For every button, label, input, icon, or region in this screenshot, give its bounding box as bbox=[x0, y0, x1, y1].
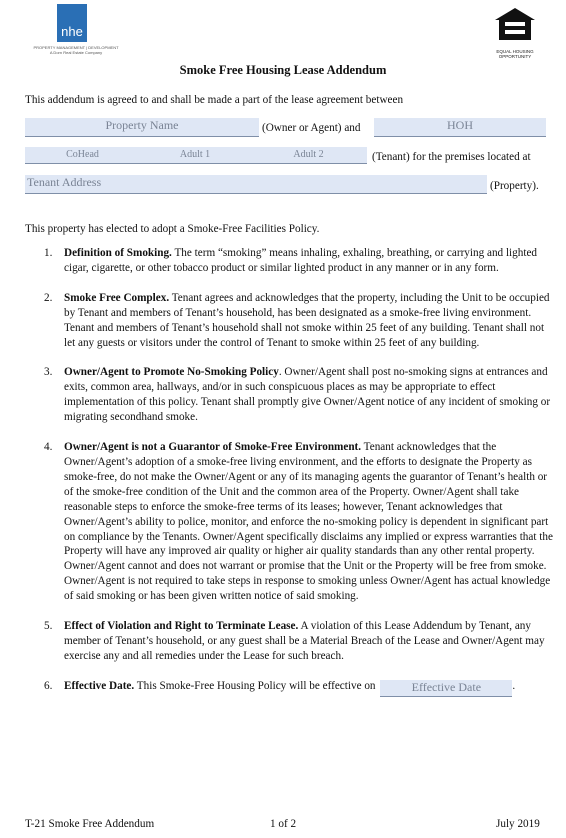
footer-form-name: T-21 Smoke Free Addendum bbox=[25, 818, 155, 830]
tenant-label: (Tenant) for the premises located at bbox=[372, 151, 531, 163]
adult2-field[interactable]: Adult 2 bbox=[250, 147, 367, 164]
document-title: Smoke Free Housing Lease Addendum bbox=[179, 63, 387, 77]
section-item bbox=[44, 619, 554, 664]
owner-label: (Owner or Agent) and bbox=[262, 122, 361, 134]
effective-date-field[interactable]: Effective Date bbox=[380, 680, 512, 697]
logo-text: nhe bbox=[61, 24, 83, 39]
policy-statement: This property has elected to adopt a Smoke-Free Facilities Policy. bbox=[25, 223, 320, 235]
logo-subtitle-line2: A Dorn Real Estate Company bbox=[49, 50, 103, 55]
section-body: This Smoke-Free Housing Policy will be effective on bbox=[134, 679, 376, 692]
section-number: 5. bbox=[44, 620, 53, 633]
section-number: 2. bbox=[44, 291, 53, 304]
section-body: . Owner/Agent shall post no-smoking signs at entrances and exits, common area, hallways, and/or in such conspicuous places as may be appropriate to effect implementation of this policy. Tenant shall promptly give Owner/Agent notice of any incident of smoking or migrating secondhand smoke. bbox=[64, 366, 551, 424]
logo-subtitle bbox=[26, 45, 126, 55]
section-number: 6. bbox=[44, 679, 53, 692]
logo-subtitle-line1: PROPERTY MANAGEMENT | DEVELOPMENT bbox=[33, 45, 119, 50]
section-item bbox=[44, 440, 554, 604]
property-name-field[interactable]: Property Name bbox=[25, 118, 259, 137]
company-logo bbox=[57, 4, 87, 42]
equal-housing-text: EQUAL HOUSING OPPORTUNITY bbox=[496, 49, 534, 59]
sections-list bbox=[44, 246, 554, 712]
tenant-address-field[interactable]: Tenant Address bbox=[25, 175, 487, 194]
section-number: 1. bbox=[44, 247, 53, 259]
footer-page-number: 1 of 2 bbox=[270, 818, 297, 830]
cohead-field[interactable]: CoHead bbox=[25, 147, 140, 164]
section-heading: Definition of Smoking. bbox=[64, 247, 172, 259]
section-number: 4. bbox=[44, 441, 53, 454]
adult1-field[interactable]: Adult 1 bbox=[140, 147, 250, 164]
section-body: Tenant agrees and acknowledges that the property, including the Unit to be occupied by Tenant and members of Tenant’s household, has been designated as a smoke-free living environment. Tenant and members of Tenant’s household shall not smoke within 25 feet of any building. Tenant shall not let any guests or visitors under the control of Tenant to smoke within 25 feet of any building. bbox=[64, 291, 550, 349]
section-item bbox=[44, 291, 554, 351]
section-end: . bbox=[512, 679, 516, 692]
section-heading: Smoke Free Complex. bbox=[64, 291, 170, 304]
section-body: The term “smoking” means inhaling, exhaling, breathing, or carrying and lighted cigar, cigarette, or other tobacco product or similar lighted product in any manner or in any form. bbox=[64, 247, 538, 274]
section-heading: Effect of Violation and Right to Terminate Lease. bbox=[64, 620, 299, 633]
section-heading: Effective Date. bbox=[64, 679, 135, 692]
section-item bbox=[44, 246, 554, 276]
section-item bbox=[44, 365, 554, 425]
intro-text: This addendum is agreed to and shall be made a part of the lease agreement between bbox=[25, 94, 404, 106]
section-heading: Owner/Agent is not a Guarantor of Smoke-Free Environment. bbox=[64, 441, 362, 454]
section-body: Tenant acknowledges that the Owner/Agent’s adoption of a smoke-free living environment, and the efforts to designate the Property as smoke-free, do not make the Owner/Agent or any of its managing agents the guarantor of Tenant’s health or of the smoke-free condition of the Unit and the common area of the Property. Owner/Agent shall take reasonable steps to enforce the smoke-free terms of its leases; however, Tenant acknowledges that Owner/Agent’s ability to police, monitor, and enforce the no-smoking policy is dependent in significant part on compliance by the Tenants. Owner/Agent specifically disclaims any implied or express warranties that the Property will have any improved air quality or higher air quality standards than any other rental property. Owner/Agent cannot and does not warrant or promise that the Unit or the Property will be free from smoke. Owner/Agent is not required to take steps in response to smoking unless Owner/Agent has actual knowledge of said smoking or has been given written notice of said smoking. bbox=[64, 441, 553, 603]
hoh-field[interactable]: HOH bbox=[374, 118, 546, 137]
section-number: 3. bbox=[44, 366, 53, 379]
house-icon bbox=[491, 6, 539, 42]
section-item-effective-date bbox=[44, 679, 554, 697]
equal-housing-logo bbox=[491, 6, 539, 59]
footer-date: July 2019 bbox=[496, 818, 540, 830]
property-label: (Property). bbox=[490, 180, 539, 192]
section-heading: Owner/Agent to Promote No-Smoking Policy bbox=[64, 366, 279, 379]
section-body: A violation of this Lease Addendum by Tenant, any member of Tenant’s household, or any guest shall be a Material Breach of the Lease and Owner/Agent may exercise any and all remedies under the Lease for such breach. bbox=[64, 620, 545, 662]
